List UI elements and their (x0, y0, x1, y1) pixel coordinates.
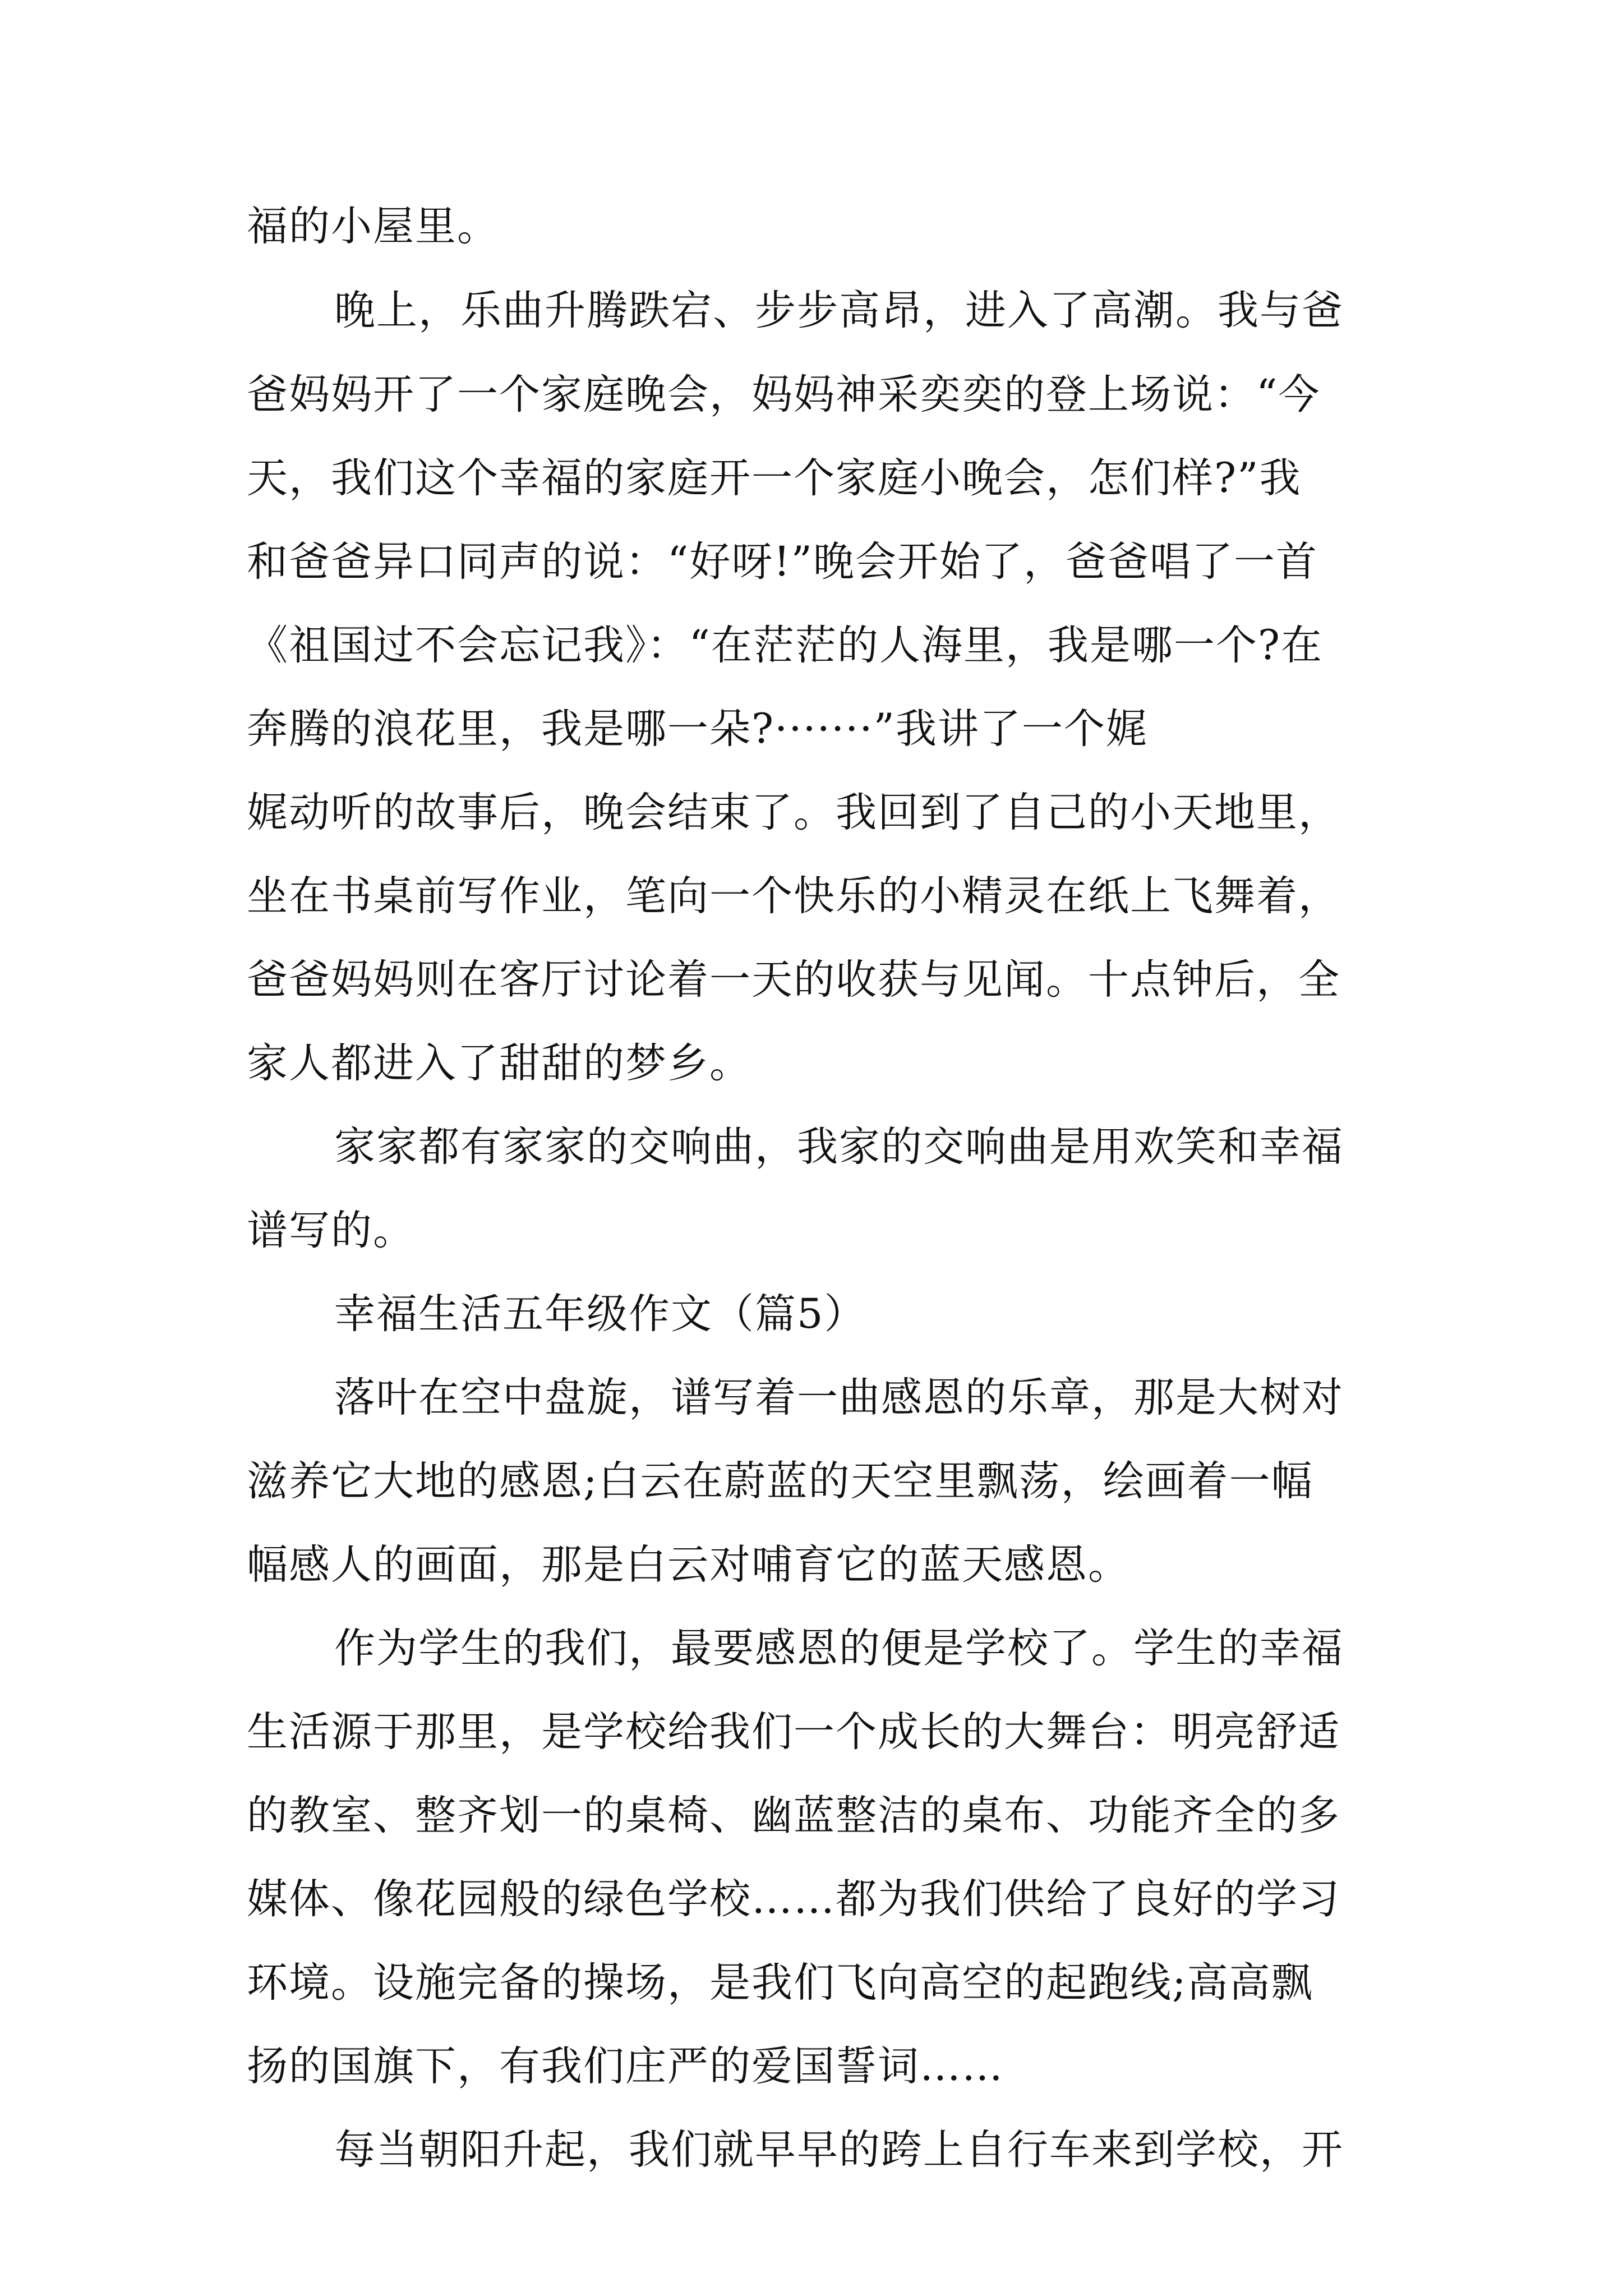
text-line-2: 晚上，乐曲升腾跌宕、步步高昂，进入了高潮。我与爸 (334, 287, 1344, 334)
text-line-4: 天，我们这个幸福的家庭开一个家庭小晚会，怎们样?”我 (247, 454, 1302, 502)
text-line-10: 爸爸妈妈则在客厅讨论着一天的收获与见闻。十点钟后，全 (247, 956, 1340, 1004)
text-line-21: 媒体、像花园般的绿色学校……都为我们供给了良好的学习 (247, 1875, 1340, 1923)
text-line-9: 坐在书桌前写作业，笔向一个快乐的小精灵在纸上飞舞着， (247, 872, 1340, 920)
text-line-19: 生活源于那里，是学校给我们一个成长的大舞台：明亮舒适 (247, 1708, 1340, 1756)
section-heading: 幸福生活五年级作文（篇5） (334, 1290, 866, 1338)
text-line-11: 家人都进入了甜甜的梦乡。 (247, 1039, 751, 1087)
text-line-7: 奔腾的浪花里，我是哪一朵?·······”我讲了一个娓 (247, 705, 1148, 753)
text-line-24: 每当朝阳升起，我们就早早的跨上自行车来到学校，开 (334, 2126, 1344, 2174)
text-line-6: 《祖国过不会忘记我》：“在茫茫的人海里，我是哪一个?在 (247, 622, 1323, 669)
text-line-3: 爸妈妈开了一个家庭晚会，妈妈神采奕奕的登上场说：“今 (247, 371, 1321, 418)
text-line-5: 和爸爸异口同声的说：“好呀!”晚会开始了，爸爸唱了一首 (247, 538, 1318, 586)
text-line-13: 谱写的。 (247, 1207, 415, 1254)
text-line-17: 幅感人的画面，那是白云对哺育它的蓝天感恩。 (247, 1541, 1130, 1589)
text-line-23: 扬的国旗下，有我们庄严的爱国誓词…… (247, 2042, 1004, 2090)
text-line-8: 娓动听的故事后，晚会结束了。我回到了自己的小天地里， (247, 789, 1340, 836)
text-line-12: 家家都有家家的交响曲，我家的交响曲是用欢笑和幸福 (334, 1123, 1344, 1171)
text-line-20: 的教室、整齐划一的桌椅、幽蓝整洁的桌布、功能齐全的多 (247, 1792, 1340, 1839)
text-line-18: 作为学生的我们，最要感恩的便是学校了。学生的幸福 (334, 1625, 1344, 1672)
text-line-16: 滋养它大地的感恩;白云在蔚蓝的天空里飘荡，绘画着一幅 (247, 1457, 1313, 1505)
text-line-15: 落叶在空中盘旋，谱写着一曲感恩的乐章，那是大树对 (334, 1374, 1344, 1421)
text-line-1: 福的小屋里。 (247, 203, 499, 250)
text-line-22: 环境。设施完备的操场，是我们飞向高空的起跑线;高高飘 (247, 1959, 1313, 2007)
